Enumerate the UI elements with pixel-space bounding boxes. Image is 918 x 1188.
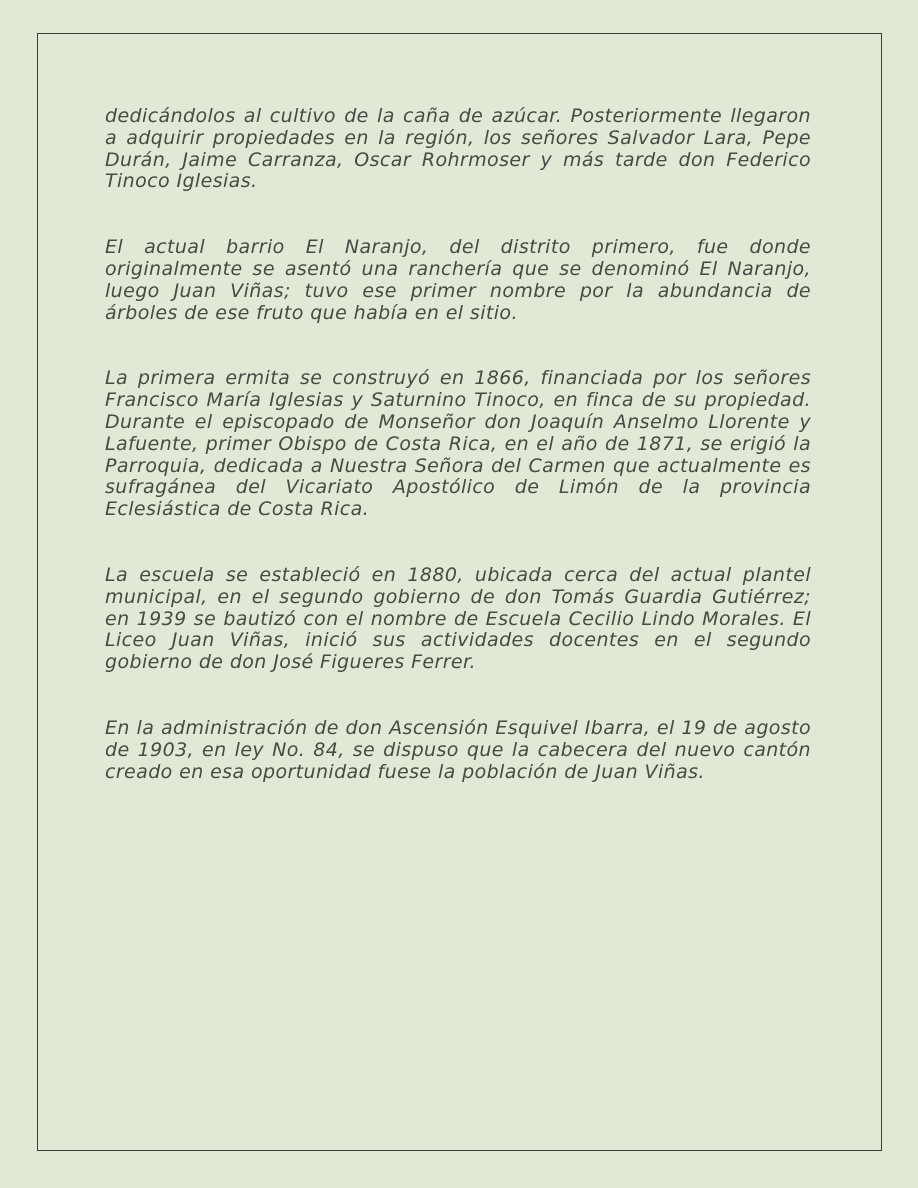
paragraph-landowners: dedicándolos al cultivo de la caña de azúcar. Posteriormente llegaron a adquirir propiedades en la región, los señores Salvador Lara, Pepe Durán, Jaime Carranza, Oscar Rohrmoser y más tarde don Federico Tinoco Iglesias. xyxy=(105,105,811,193)
paragraph-canton-1903: En la administración de don Ascensión Esquivel Ibarra, el 19 de agosto de 1903, en ley No. 84, se dispuso que la cabecera del nuevo cantón creado en esa oportunidad fuese la población de Juan Viñas. xyxy=(105,716,811,783)
paragraph-el-naranjo: El actual barrio El Naranjo, del distrito primero, fue donde originalmente se asentó una ranchería que se denominó El Naranjo, luego Juan Viñas; tuvo ese primer nombre por la abundancia de árboles de ese fruto que había en el sitio. xyxy=(105,236,811,324)
paragraph-escuela-liceo: La escuela se estableció en 1880, ubicada cerca del actual plantel municipal, en el segundo gobierno de don Tomás Guardia Gutiérrez; en 1939 se bautizó con el nombre de Escuela Cecilio Lindo Morales. El Liceo Juan Viñas, inició sus actividades docentes en el segundo gobierno de don José Figueres Ferrer. xyxy=(105,563,811,674)
paragraph-ermita-parroquia: La primera ermita se construyó en 1866, financiada por los señores Francisco María Iglesias y Saturnino Tinoco, en finca de su propiedad. Durante el episcopado de Monseñor don Joaquín Anselmo Llorente y Lafuente, primer Obispo de Costa Rica, en el año de 1871, se erigió la Parroquia, dedicada a Nuestra Señora del Carmen que actualmente es sufragánea del Vicariato Apostólico de Limón de la provincia Eclesiástica de Costa Rica. xyxy=(105,367,811,521)
text-content xyxy=(105,106,811,783)
page-border-frame xyxy=(37,33,882,1151)
